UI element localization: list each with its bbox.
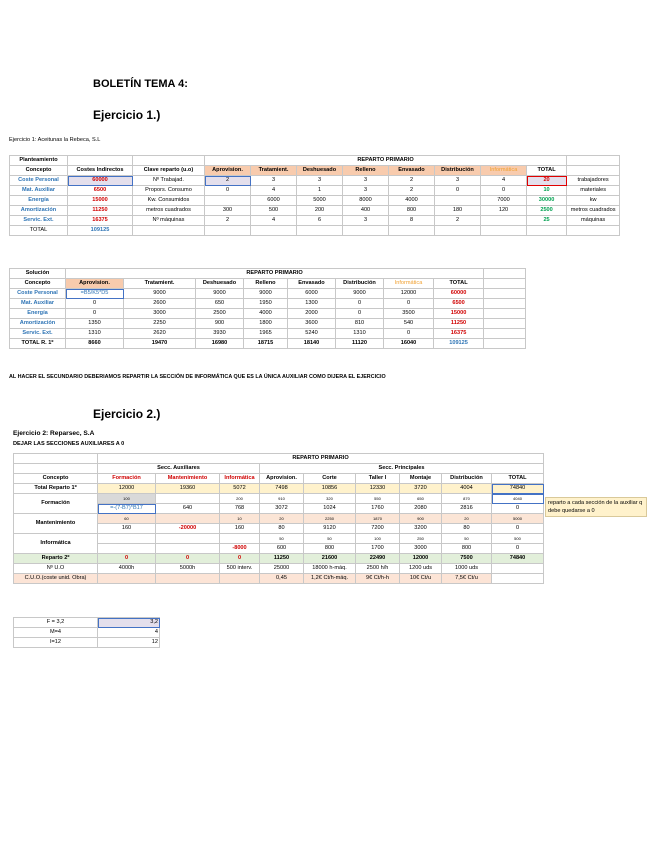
- solution-rp-header: REPARTO PRIMARIO: [66, 269, 484, 279]
- solution-row: Amortización 1350 2250 900 1800 3600 810 540 11250: [10, 319, 526, 329]
- solution-row: Coste Personal =B5/K5*D5 9000 9000 9000 6000 9000 12000 60000: [10, 289, 526, 299]
- setup-rp-header: REPARTO PRIMARIO: [205, 156, 567, 166]
- ex2-header-row: Concepto Formación Mantenimiento Informática Aprovision. Corte Taller I Montaje Distribución TOTAL: [14, 474, 544, 484]
- ex2-formacion-row: =-(7-B7)*B17 640 768 3072 1024 1760 2080 2816 0: [14, 504, 544, 514]
- setup-header-row: Concepto Costes Indirectos Clave reparto (u.o) Aprovision. Tratamient. Deshuesado Relleno Envasado Distribución Informática TOTAL: [10, 166, 620, 176]
- ex2-info-label: Informática: [14, 534, 98, 554]
- ex2-mant-small-row: Mantenimiento 60 10 20 2250 1870 900 20 5000: [14, 514, 544, 524]
- solution-header-row: Concepto Aprovision. Tratamient. Deshuesado Relleno Envasado Distribución Informática TOTAL: [10, 279, 526, 289]
- ex2-formacion-label: Formación: [14, 494, 98, 514]
- exercise-1-footnote: AL HACER EL SECUNDARIO DEBERIAMOS REPARTIR LA SECCIÓN DE INFORMÁTICA QUE ES LA ÚNICA AUXILIAR COMO DIJERA EL EJERCICIO: [9, 374, 386, 380]
- setup-row: Servic. Ext. 16375 Nº máquinas 2 4 6 3 8 2 25 máquinas: [10, 216, 620, 226]
- exercise-1-setup-table: [9, 155, 620, 236]
- param-row: F = 3,2 3,2: [14, 618, 160, 628]
- solution-row: Servic. Ext. 1310 2620 3930 1965 5240 1310 0 16375: [10, 329, 526, 339]
- exercise-1-caption: Ejercicio 1: Aceitunas la Rebeca, S.L: [9, 137, 101, 143]
- ex2-uo-row: Nº U.O 4000h 5000h 500 interv. 25000 18000 h-máq. 2500 h/h 1200 uds 1000 uds: [14, 564, 544, 574]
- exercise-2-subtitle: DEJAR LAS SECCIONES AUXILIARES A 0: [13, 441, 125, 447]
- ex2-info-small-row: Informática 50 50 100 250 50 500: [14, 534, 544, 544]
- ex2-aux-header: Secc. Auxiliares: [98, 464, 260, 474]
- ex2-total1-row: Total Reparto 1º 12000 19360 5072 7498 10856 12330 3720 4004 74840: [14, 484, 544, 494]
- ex2-rp-header: REPARTO PRIMARIO: [98, 454, 544, 464]
- ex2-princ-header: Secc. Principales: [260, 464, 544, 474]
- exercise-1-heading: Ejercicio 1.): [93, 108, 161, 122]
- setup-row: Amortización 11250 metros cuadrados 300 500 200 400 800 180 120 2500 metros cuadrados: [10, 206, 620, 216]
- solution-total-row: TOTAL R. 1º 8660 19470 16980 18715 18140 11120 16040 109125: [10, 339, 526, 349]
- ex2-formula-cell[interactable]: =-(7-B7)*B17: [98, 504, 156, 514]
- setup-row: Coste Personal 60000 Nº Trabajad. 2 3 3 3 2 3 4 20 trabajadores: [10, 176, 620, 186]
- ex2-info-row: -8000 600 800 1700 3000 800 0: [14, 544, 544, 554]
- exercise-2-table: [13, 453, 544, 584]
- ex2-mant-label: Mantenimiento: [14, 514, 98, 534]
- ex2-cuo-row: C.U.O.(coste unid. Obra) 0,45 1,2€ Ct/h-máq. 9€ Ct/h-h 10€ Ct/u 7,5€ Ct/u: [14, 574, 544, 584]
- exercise-1-solution-table: [9, 268, 526, 349]
- param-row: I=12 12: [14, 638, 160, 648]
- solution-label: Solución: [10, 269, 66, 279]
- setup-row: Energía 15000 Kw. Consumidos 6000 5000 8000 4000 7000 30000 kw: [10, 196, 620, 206]
- document-title: BOLETÍN TEMA 4:: [93, 78, 188, 90]
- solution-row: Energía 0 3000 2500 4000 2000 0 3500 15000: [10, 309, 526, 319]
- formula-cell[interactable]: =B5/K5*D5: [66, 289, 124, 299]
- param-row: M=4 4: [14, 628, 160, 638]
- solution-row: Mat. Auxiliar 0 2600 650 1950 1300 0 0 6500: [10, 299, 526, 309]
- setup-row: TOTAL 109125: [10, 226, 620, 236]
- ex2-reparto2-row: Reparto 2º 0 0 0 11250 21600 22490 12000 7500 74840: [14, 554, 544, 564]
- exercise-2-caption: Ejercicio 2: Reparsec, S.A: [13, 430, 95, 437]
- ex2-side-note: reparto a cada sección de la auxiliar q debe quedarse a 0: [545, 497, 647, 517]
- ex2-params-table: [13, 617, 160, 648]
- ex2-mant-row: 160 -20000 160 80 9120 7200 3200 80 0: [14, 524, 544, 534]
- ex2-formacion-small-row: Formación 100 200 910 320 550 650 870 4040: [14, 494, 544, 504]
- exercise-2-heading: Ejercicio 2.): [93, 407, 161, 421]
- setup-row: Mat. Auxiliar 6500 Propors. Consumo 0 4 1 3 2 0 0 10 materiales: [10, 186, 620, 196]
- setup-label: Planteamiento: [10, 156, 68, 166]
